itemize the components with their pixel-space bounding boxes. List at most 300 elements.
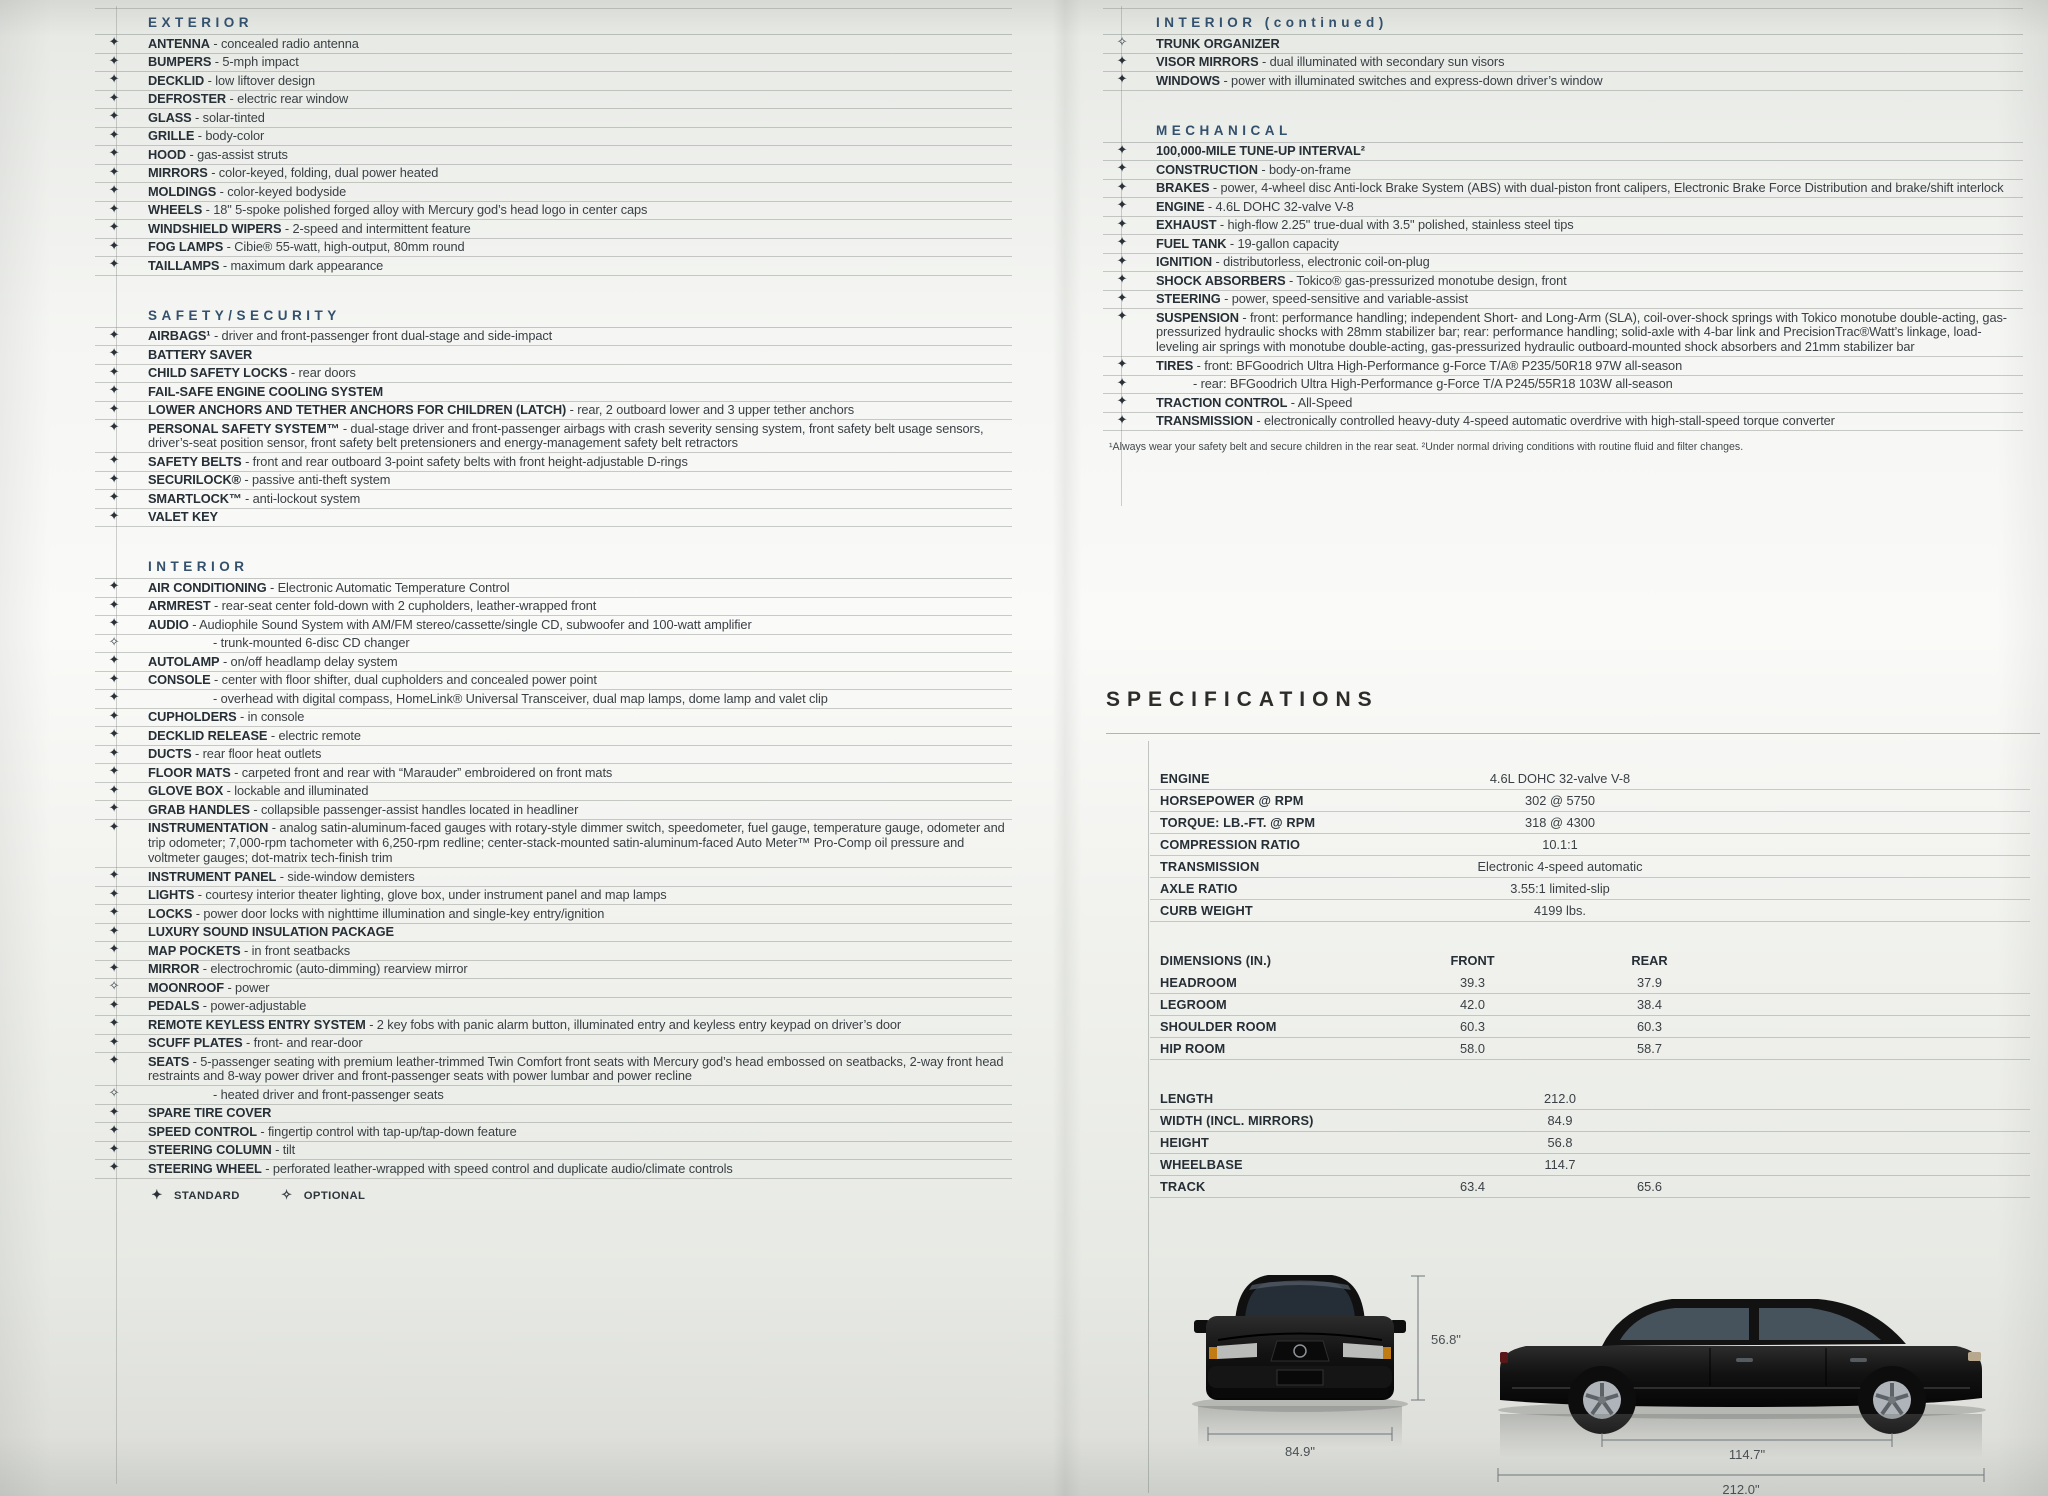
- feature-text: - on/off headlamp delay system: [219, 653, 398, 669]
- feature-text: - front: performance handling; independent Short- and Long-Arm (SLA), coil-over-shock springs with Tokico monotube double-acting, gas-pressurized hydraulic shocks with 28mm stabilizer bar; rear: performance handling; solid-axle with 4-bar link and PrecisionTrac®Watt’s linkage, load-leveling air springs with monotube double-acting, gas-pressurized hydraulic outboard-mounted shock absorbers and 21mm stabilizer bar: [1156, 309, 2007, 355]
- feature-text: - dual illuminated with secondary sun visors: [1258, 54, 1505, 69]
- standard-bullet-icon: ✦: [1116, 289, 1128, 305]
- standard-bullet-icon: ✦: [108, 652, 120, 668]
- feature-row: [95, 202, 1012, 221]
- standard-bullet-icon: ✦: [108, 781, 120, 797]
- dimension-diagrams: [1150, 1228, 2030, 1496]
- feature-row: [1103, 217, 2023, 236]
- spec-row: [1150, 1132, 2030, 1154]
- feature-row: [95, 257, 1012, 276]
- section-title: EXTERIOR: [95, 8, 1012, 35]
- spec-row: [1150, 856, 2030, 878]
- feature-text: - lockable and illuminated: [223, 783, 369, 799]
- feature-text: - dual-stage driver and front-passenger airbags with crash severity sensing system, front safety belt usage sensors, driver’s-seat position sensor, front safety belt pretensioners and energy-management safety belt retractors: [148, 420, 984, 451]
- feature-section: [1103, 113, 2023, 432]
- standard-bullet-icon: ✦: [108, 1015, 120, 1031]
- standard-bullet-icon: ✦: [108, 996, 120, 1012]
- standard-bullet-icon: ✦: [108, 126, 120, 142]
- feature-label: STEERING COLUMN: [148, 1142, 272, 1158]
- feature-text: - front and rear outboard 3-point safety belts with front height-adjustable D-rings: [241, 453, 688, 469]
- standard-bullet-icon: ✦: [108, 1033, 120, 1049]
- feature-text: - Audiophile Sound System with AM/FM stereo/cassette/single CD, subwoofer and 100-watt amplifier: [188, 616, 752, 632]
- feature-row: [1103, 254, 2023, 273]
- standard-bullet-icon: ✦: [108, 670, 120, 686]
- standard-bullet-icon: ✦: [108, 108, 120, 123]
- feature-row: [95, 653, 1012, 672]
- standard-bullet-icon: ✦: [108, 507, 120, 523]
- spec-spacer: [1150, 922, 2030, 950]
- feature-row: [1103, 35, 2023, 54]
- feature-row: [1103, 180, 2023, 199]
- feature-label: VISOR MIRRORS: [1156, 54, 1259, 69]
- feature-label: FLOOR MATS: [148, 764, 231, 780]
- feature-row: [95, 579, 1012, 598]
- feature-row: [95, 709, 1012, 728]
- feature-row: [95, 220, 1012, 239]
- standard-bullet-icon: ✦: [108, 163, 120, 179]
- feature-label: SPEED CONTROL: [148, 1123, 257, 1139]
- feature-label: SPARE TIRE COVER: [148, 1105, 272, 1121]
- feature-row: [95, 1142, 1012, 1161]
- standard-bullet-icon: ✦: [108, 219, 120, 234]
- feature-label: CUPHOLDERS: [148, 709, 237, 725]
- feature-row: [95, 35, 1012, 54]
- feature-row: [95, 239, 1012, 258]
- standard-bullet-icon: ✦: [108, 52, 120, 68]
- legend-label: OPTIONAL: [303, 1189, 366, 1202]
- feature-row: [95, 961, 1012, 980]
- standard-bullet-icon: ✦: [108, 363, 120, 379]
- feature-label: WHEELS: [148, 202, 203, 217]
- feature-text: - 4.6L DOHC 32-valve V-8: [1204, 198, 1354, 214]
- feature-label: GRILLE: [148, 128, 195, 143]
- spec-col-header-rear: REAR: [1631, 953, 1668, 968]
- length-label: 212.0": [1722, 1482, 1760, 1496]
- spec-col-header-front: FRONT: [1450, 953, 1495, 968]
- feature-row: [95, 746, 1012, 765]
- spec-value-rear: 37.9: [1637, 975, 1662, 990]
- standard-bullet-icon: ✦: [108, 904, 120, 920]
- feature-text: - electric remote: [267, 727, 361, 743]
- feature-label: PEDALS: [148, 998, 200, 1014]
- standard-bullet-icon: ✦: [108, 326, 120, 342]
- feature-text: - in console: [236, 709, 305, 725]
- feature-text: - color-keyed, folding, dual power heated: [207, 165, 439, 180]
- legend-item-standard: [148, 1187, 240, 1203]
- spec-row: [1150, 878, 2030, 900]
- spec-value: 84.9: [1547, 1113, 1573, 1128]
- car-front-view-image: [1192, 1275, 1408, 1448]
- standard-bullet-icon: ✦: [108, 1122, 120, 1138]
- feature-text: - driver and front-passenger front dual-stage and side-impact: [210, 328, 553, 343]
- spec-label: WHEELBASE: [1160, 1157, 1243, 1172]
- standard-bullet-icon: ✦: [108, 1140, 120, 1156]
- feature-text: - body-on-frame: [1257, 161, 1351, 177]
- feature-row: [95, 328, 1012, 347]
- feature-label: ANTENNA: [148, 35, 210, 51]
- feature-label: SMARTLOCK™: [148, 490, 242, 506]
- feature-row: [95, 820, 1012, 868]
- feature-label: SHOCK ABSORBERS: [1156, 272, 1286, 288]
- feature-row: [95, 420, 1012, 453]
- standard-bullet-icon: ✦: [1116, 71, 1128, 86]
- feature-row: [95, 490, 1012, 509]
- feature-row: [95, 72, 1012, 91]
- feature-row: [1103, 413, 2023, 432]
- feature-row: [95, 905, 1012, 924]
- feature-text: - rear floor heat outlets: [191, 746, 322, 762]
- feature-label: SUSPENSION: [1156, 309, 1239, 325]
- standard-bullet-icon: ✦: [108, 922, 120, 938]
- standard-bullet-icon: ✦: [108, 1052, 120, 1068]
- feature-row: [1103, 198, 2023, 217]
- standard-bullet-icon: ✦: [1116, 271, 1128, 286]
- feature-text: - side-window demisters: [276, 868, 415, 884]
- feature-label: BATTERY SAVER: [148, 346, 253, 362]
- feature-text: - trunk-mounted 6-disc CD changer: [213, 635, 410, 651]
- feature-label: MAP POCKETS: [148, 942, 241, 958]
- standard-bullet-icon: ✦: [108, 615, 120, 631]
- feature-label: DECKLID: [148, 72, 205, 88]
- feature-text: - power, 4-wheel disc Anti-lock Brake System (ABS) with dual-piston front calipers, Electronic Brake Force Distribution and brake/shift interlock: [1209, 180, 2004, 195]
- standard-bullet-icon: ✦: [108, 200, 120, 216]
- feature-row: [95, 54, 1012, 73]
- feature-label: BUMPERS: [148, 54, 212, 69]
- spec-value-rear: 65.6: [1637, 1179, 1662, 1194]
- features-column-right: [1103, 8, 2023, 453]
- feature-label: STEERING WHEEL: [148, 1160, 262, 1176]
- standard-bullet-icon: ✦: [108, 145, 120, 160]
- standard-bullet-icon: ✦: [1116, 160, 1128, 175]
- spec-value-rear: 58.7: [1637, 1041, 1662, 1056]
- feature-label: AUTOLAMP: [148, 653, 220, 669]
- spec-label: HEIGHT: [1160, 1135, 1209, 1150]
- feature-label: TRACTION CONTROL: [1156, 394, 1288, 410]
- feature-row: [95, 616, 1012, 635]
- height-dimension: [1411, 1276, 1425, 1400]
- features-column-right-lists: [1103, 8, 2023, 431]
- spec-row: [1150, 994, 2030, 1016]
- spec-value: 318 @ 4300: [1525, 815, 1595, 830]
- feature-label: ARMREST: [148, 598, 211, 614]
- feature-text: - passive anti-theft system: [240, 472, 391, 488]
- feature-label: WINDOWS: [1156, 72, 1220, 88]
- feature-text: - rear: BFGoodrich Ultra High-Performance g-Force T/A P245/55R18 103W all-season: [1193, 376, 1673, 392]
- feature-label: EXHAUST: [1156, 217, 1217, 232]
- feature-section: [1103, 8, 2023, 91]
- feature-text: - heated driver and front-passenger seats: [213, 1086, 444, 1102]
- spec-spacer: [1150, 1060, 2030, 1088]
- specifications-table: [1150, 768, 2030, 1198]
- spec-value-front: 63.4: [1460, 1179, 1485, 1194]
- feature-row: [95, 453, 1012, 472]
- feature-label: HOOD: [148, 146, 186, 162]
- standard-bullet-icon: ✦: [108, 452, 120, 468]
- feature-text: - Electronic Automatic Temperature Control: [266, 579, 510, 595]
- spec-label: CURB WEIGHT: [1160, 903, 1253, 918]
- spec-label: LEGROOM: [1160, 997, 1227, 1012]
- spec-value: 114.7: [1544, 1157, 1576, 1172]
- feature-label: PERSONAL SAFETY SYSTEM™: [148, 420, 340, 436]
- spec-row: [1150, 812, 2030, 834]
- car-side-view-image: [1498, 1299, 1986, 1458]
- feature-label: REMOTE KEYLESS ENTRY SYSTEM: [148, 1016, 366, 1032]
- optional-bullet-icon: ✧: [108, 978, 120, 994]
- section-title: INTERIOR: [95, 549, 1012, 579]
- optional-bullet-icon: ✧: [108, 633, 120, 649]
- spec-row: [1150, 790, 2030, 812]
- feature-row: [95, 783, 1012, 802]
- standard-bullet-icon: ✦: [1116, 252, 1128, 268]
- feature-row: [95, 635, 1012, 654]
- feature-text: - high-flow 2.25" true-dual with 3.5" polished, stainless steel tips: [1216, 217, 1574, 232]
- legend-item-optional: [278, 1187, 366, 1203]
- spec-value: 212.0: [1543, 1091, 1577, 1106]
- feature-text: - front: BFGoodrich Ultra High-Performance g-Force T/A® P235/50R18 97W all-season: [1193, 357, 1683, 373]
- optional-bullet-icon: ✧: [1116, 34, 1128, 49]
- spec-value: Electronic 4-speed automatic: [1477, 859, 1643, 874]
- feature-label: TRANSMISSION: [1156, 413, 1253, 429]
- feature-label: LOCKS: [148, 905, 193, 921]
- spec-label: HIP ROOM: [1160, 1041, 1226, 1056]
- feature-text: - All-Speed: [1287, 394, 1353, 410]
- spec-label: LENGTH: [1160, 1091, 1214, 1106]
- standard-bullet-icon: ✦: [108, 382, 120, 397]
- standard-bullet-icon: ✦: [151, 1186, 163, 1202]
- feature-text: - 2-speed and intermittent feature: [281, 220, 471, 236]
- spec-row: [1150, 834, 2030, 856]
- height-label: 56.8": [1431, 1332, 1461, 1347]
- feature-row: [95, 1105, 1012, 1124]
- standard-bullet-icon: ✦: [1116, 141, 1128, 157]
- feature-row: [95, 183, 1012, 202]
- standard-bullet-icon: ✦: [108, 237, 120, 253]
- feature-text: - concealed radio antenna: [209, 35, 359, 51]
- spec-value-front: 39.3: [1460, 975, 1485, 990]
- length-dimension: [1498, 1468, 1984, 1482]
- feature-label: DUCTS: [148, 746, 192, 762]
- standard-bullet-icon: ✦: [108, 941, 120, 957]
- feature-label: MIRRORS: [148, 165, 208, 180]
- standard-bullet-icon: ✦: [108, 867, 120, 883]
- feature-label: SCUFF PLATES: [148, 1035, 243, 1051]
- feature-label: STEERING: [1156, 291, 1221, 306]
- feature-row: [95, 1123, 1012, 1142]
- feature-text: - low liftover design: [204, 72, 316, 88]
- spec-value: 4.6L DOHC 32-valve V-8: [1489, 771, 1631, 786]
- feature-row: [95, 402, 1012, 421]
- feature-row: [95, 365, 1012, 384]
- feature-row: [95, 690, 1012, 709]
- feature-text: - front- and rear-door: [242, 1035, 363, 1051]
- front-width-label: 84.9": [1285, 1444, 1315, 1459]
- spec-label: TRACK: [1160, 1179, 1206, 1194]
- feature-label: CONSTRUCTION: [1156, 161, 1258, 177]
- feature-row: [1103, 291, 2023, 310]
- feature-section: [95, 8, 1012, 276]
- standard-bullet-icon: ✦: [1116, 308, 1128, 323]
- feature-row: [95, 672, 1012, 691]
- feature-text: - tilt: [271, 1142, 296, 1158]
- spec-row: [1150, 900, 2030, 922]
- feature-row: [95, 509, 1012, 528]
- standard-bullet-icon: ✦: [108, 1159, 120, 1175]
- standard-bullet-icon: ✦: [108, 419, 120, 434]
- feature-row: [95, 91, 1012, 110]
- feature-text: - overhead with digital compass, HomeLink® Universal Transceiver, dual map lamps, dome lamp and valet clip: [213, 690, 828, 706]
- footnote-text: ¹Always wear your safety belt and secure children in the rear seat. ²Under normal driving conditions with routine fluid and filter changes.: [1109, 441, 1744, 454]
- feature-label: SAFETY BELTS: [148, 453, 242, 469]
- section-title: SAFETY/SECURITY: [95, 298, 1012, 328]
- standard-bullet-icon: ✦: [108, 726, 120, 742]
- standard-bullet-icon: ✦: [108, 256, 120, 271]
- feature-label: CHILD SAFETY LOCKS: [148, 365, 288, 380]
- standard-bullet-icon: ✦: [108, 489, 120, 505]
- feature-label: DECKLID RELEASE: [148, 727, 268, 743]
- feature-label: GLASS: [148, 109, 192, 125]
- feature-text: - electrochromic (auto-dimming) rearview mirror: [199, 961, 468, 977]
- standard-bullet-icon: ✦: [1116, 356, 1128, 372]
- feature-row: [95, 998, 1012, 1017]
- bullet-legend: [95, 1187, 1012, 1203]
- feature-label: FOG LAMPS: [148, 239, 224, 254]
- feature-label: MOONROOF: [148, 979, 224, 995]
- feature-text: - body-color: [194, 128, 265, 143]
- feature-row: [95, 942, 1012, 961]
- spec-label: ENGINE: [1160, 771, 1210, 786]
- feature-label: TRUNK ORGANIZER: [1156, 35, 1280, 51]
- feature-row: [95, 383, 1012, 402]
- standard-bullet-icon: ✦: [108, 818, 120, 834]
- standard-bullet-icon: ✦: [108, 345, 120, 360]
- feature-label: LOWER ANCHORS AND TETHER ANCHORS FOR CHILDREN (LATCH): [148, 402, 567, 417]
- standard-bullet-icon: ✦: [1116, 374, 1128, 390]
- feature-text: - 5-mph impact: [211, 54, 299, 69]
- section-title: INTERIOR (continued): [1103, 8, 2023, 35]
- spec-label: AXLE RATIO: [1160, 881, 1238, 896]
- standard-bullet-icon: ✦: [108, 959, 120, 975]
- feature-row: [95, 598, 1012, 617]
- feature-text: - power door locks with nighttime illumination and single-key entry/ignition: [192, 905, 605, 921]
- feature-label: SEATS: [148, 1053, 190, 1069]
- spec-label: COMPRESSION RATIO: [1160, 837, 1301, 852]
- feature-text: - power, speed-sensitive and variable-assist: [1220, 291, 1468, 306]
- feature-row: [95, 128, 1012, 147]
- feature-row: [1103, 143, 2023, 162]
- feature-text: - power with illuminated switches and express-down driver’s window: [1219, 72, 1603, 88]
- standard-bullet-icon: ✦: [108, 470, 120, 486]
- feature-label: TAILLAMPS: [148, 257, 220, 273]
- specifications-divider: [1106, 733, 2040, 734]
- spec-value-front: 58.0: [1460, 1041, 1485, 1056]
- feature-row: [95, 1086, 1012, 1105]
- feature-text: - perforated leather-wrapped with speed control and duplicate audio/climate controls: [261, 1160, 733, 1176]
- feature-label: MOLDINGS: [148, 183, 217, 199]
- standard-bullet-icon: ✦: [108, 596, 120, 612]
- spec-value: 4199 lbs.: [1534, 903, 1586, 918]
- feature-text: - electric rear window: [226, 91, 349, 106]
- standard-bullet-icon: ✦: [1116, 234, 1128, 249]
- feature-row: [95, 146, 1012, 165]
- standard-bullet-icon: ✦: [108, 578, 120, 594]
- spec-label: TRANSMISSION: [1160, 859, 1260, 874]
- feature-row: [95, 472, 1012, 491]
- standard-bullet-icon: ✦: [108, 34, 120, 49]
- spec-row: [1150, 1154, 2030, 1176]
- feature-row: [1103, 309, 2023, 357]
- section-title: MECHANICAL: [1103, 113, 2023, 143]
- feature-label: AIR CONDITIONING: [148, 579, 267, 595]
- spec-row: [1150, 950, 2030, 972]
- feature-label: GRAB HANDLES: [148, 801, 250, 817]
- feature-row: [95, 979, 1012, 998]
- feature-label: FUEL TANK: [1156, 235, 1227, 251]
- feature-row: [95, 727, 1012, 746]
- feature-text: - rear-seat center fold-down with 2 cupholders, leather-wrapped front: [210, 598, 597, 614]
- standard-bullet-icon: ✦: [108, 1103, 120, 1119]
- feature-row: [95, 924, 1012, 943]
- standard-bullet-icon: ✦: [108, 800, 120, 816]
- feature-label: FAIL-SAFE ENGINE COOLING SYSTEM: [148, 383, 384, 399]
- feature-text: - gas-assist struts: [186, 146, 288, 162]
- features-column-left: [95, 8, 1012, 1203]
- feature-section: [95, 298, 1012, 528]
- feature-row: [95, 887, 1012, 906]
- feature-label: WINDSHIELD WIPERS: [148, 220, 282, 236]
- standard-bullet-icon: ✦: [1116, 52, 1128, 68]
- standard-bullet-icon: ✦: [108, 744, 120, 760]
- spec-row: [1150, 972, 2030, 994]
- feature-row: [1103, 235, 2023, 254]
- specifications-title: SPECIFICATIONS: [1106, 688, 1379, 711]
- spec-value: 302 @ 5750: [1525, 793, 1595, 808]
- feature-row: [95, 1160, 1012, 1179]
- feature-text: - fingertip control with tap-up/tap-down feature: [256, 1123, 517, 1139]
- feature-label: LUXURY SOUND INSULATION PACKAGE: [148, 924, 394, 940]
- feature-row: [95, 346, 1012, 365]
- spec-value-rear: 38.4: [1637, 997, 1662, 1012]
- standard-bullet-icon: ✦: [1116, 178, 1128, 194]
- feature-row: [95, 165, 1012, 184]
- specifications-left-rule: [1148, 741, 1149, 1493]
- spec-value: 10.1:1: [1542, 837, 1578, 852]
- feature-text: - anti-lockout system: [241, 490, 361, 506]
- feature-row: [95, 1053, 1012, 1086]
- feature-text: - Tokico® gas-pressurized monotube design, front: [1285, 272, 1567, 288]
- standard-bullet-icon: ✦: [108, 71, 120, 86]
- feature-text: - Cibie® 55-watt, high-output, 80mm round: [223, 239, 465, 254]
- feature-row: [1103, 161, 2023, 180]
- feature-row: [95, 801, 1012, 820]
- feature-row: [1103, 272, 2023, 291]
- spec-label: DIMENSIONS (IN.): [1160, 953, 1272, 968]
- feature-text: - rear doors: [287, 365, 356, 380]
- feature-label: INSTRUMENTATION: [148, 820, 269, 836]
- feature-text: - distributorless, electronic coil-on-plug: [1212, 254, 1430, 269]
- feature-label: GLOVE BOX: [148, 783, 224, 799]
- feature-text: - 18" 5-spoke polished forged alloy with Mercury god’s head logo in center caps: [202, 202, 648, 217]
- optional-bullet-icon: ✧: [281, 1186, 293, 1202]
- spec-row: [1150, 768, 2030, 790]
- feature-row: [1103, 376, 2023, 395]
- spec-row: [1150, 1176, 2030, 1198]
- feature-label: AUDIO: [148, 616, 189, 632]
- feature-text: - power-adjustable: [199, 998, 307, 1014]
- feature-text: - analog satin-aluminum-faced gauges with rotary-style dimmer switch, speedometer, fuel gauge, temperature gauge, odometer and trip odometer; 7,000-rpm tachometer with 6,250-rpm redline; center-stack-mounted satin-aluminum-faced Auto Meter™ Pro-Comp oil pressure and voltmeter gauges; dot-matrix tech-finish trim: [148, 820, 1005, 866]
- spec-value-rear: 60.3: [1637, 1019, 1662, 1034]
- feature-label: VALET KEY: [148, 509, 218, 525]
- spec-value: 56.8: [1547, 1135, 1573, 1150]
